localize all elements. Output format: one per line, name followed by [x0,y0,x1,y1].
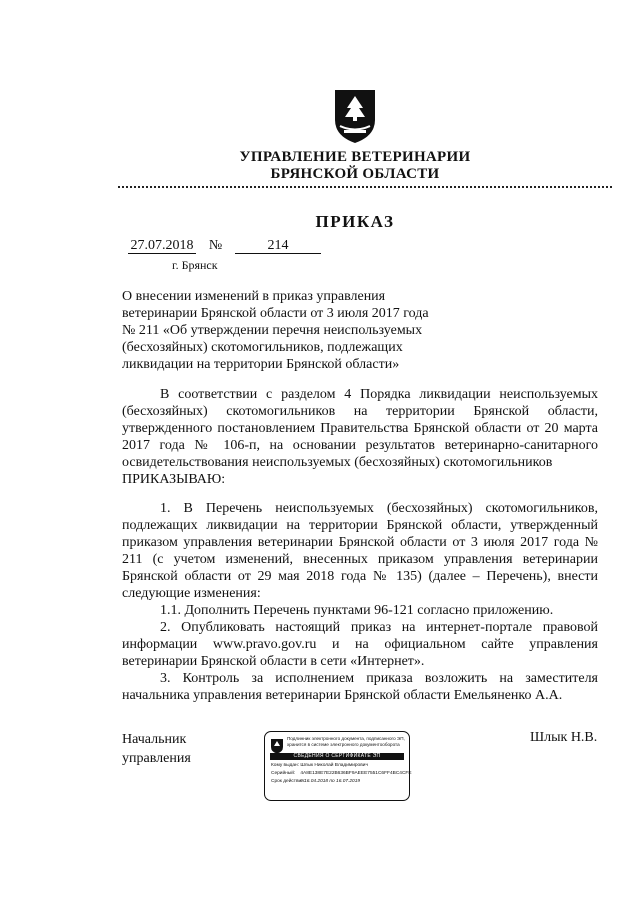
document-date-number [128,238,321,254]
stamp-serial: 4A8E138E7E22B636BF9AEEE7551C6FF4BC4CFE [300,771,412,776]
document-city: г. Брянск [172,258,218,272]
order-item-1: 1. В Перечень неиспользуемых (бесхозяйных) скотомогильников, подлежащих ликвидации на территории Брянской области, утвержденный приказом управления ветеринарии Брянской области от 3 июля 2017 года № 211 (с учетом изменений, внесенных приказом управления ветеринарии Брянской области от 29 мая 2018 года № 135) (далее – Перечень), внести следующие изменения: [122,501,598,601]
stamp-serial-label: Серийный: [271,771,296,776]
header-divider [118,186,612,188]
organization-name-line1: УПРАВЛЕНИЕ ВЕТЕРИНАРИИ [239,149,471,165]
stamp-certificate-bar: СВЕДЕНИЯ О СЕРТИФИКАТЕ ЭП [270,753,404,760]
order-item-2: 2. Опубликовать настоящий приказ на интернет-портале правовой информации www.pravo.gov.ru и на официальном сайте управления ветеринарии Брянской области в сети «Интернет». [122,620,598,669]
subject-line: ветеринарии Брянской области от 3 июля 2017 года [122,306,429,321]
stamp-issued-to-row [271,763,368,769]
order-word: ПРИКАЗЫВАЮ: [122,472,226,487]
electronic-signature-stamp [264,731,410,801]
document-number: 214 [235,238,321,254]
subject-line: О внесении изменений в приказ управления [122,289,386,304]
stamp-issued-to-label: Кому выдан: [271,763,299,768]
subject-line: (бесхозяйных) скотомогильников, подлежащих [122,340,403,355]
stamp-emblem-icon [270,738,284,754]
preamble-text: В соответствии с разделом 4 Порядка ликвидации неиспользуемых (бесхозяйных) скотомогильников на территории Брянской области, утвержденного постановлением Правительства Брянской области от 20 марта 2017 года № 106-п, на основании результатов ветеринарно-санитарного освидетельствования неиспользуемых (бесхозяйных) скотомогильников [122,387,598,470]
organization-name-line2: БРЯНСКОЙ ОБЛАСТИ [270,166,440,182]
document-subject [122,288,452,373]
document-date: 27.07.2018 [128,238,196,254]
stamp-header: Подлинник электронного документа, подписанного ЭП, хранится в системе электронного документооборота [287,736,405,747]
subject-line: № 211 «Об утверждении перечня неиспользуемых [122,323,423,338]
order-items [122,500,598,704]
signer-position-line2: управления [122,751,191,766]
stamp-validity-label: Срок действия: [271,779,306,784]
document-title: ПРИКАЗ [315,212,395,231]
stamp-serial-row [271,771,412,777]
coat-of-arms-icon [330,86,380,146]
subject-line: ликвидации на территории Брянской области» [122,357,400,372]
signer-position-line1: Начальник [122,732,187,747]
preamble-block [122,386,598,488]
stamp-validity: с 16.04.2018 по 16.07.2019 [300,779,361,784]
order-item-1-1: 1.1. Дополнить Перечень пунктами 96-121 согласно приложению. [160,603,554,618]
stamp-validity-row [271,779,360,785]
number-label: № [208,238,223,253]
stamp-issued-to: Шлык Николай Владимирович [300,763,368,768]
signer-name: Шлык Н.В. [530,730,598,745]
signer-position [122,730,191,768]
order-item-3: 3. Контроль за исполнением приказа возложить на заместителя начальника управления ветеринарии Брянской области Емельяненко А.А. [122,671,598,703]
